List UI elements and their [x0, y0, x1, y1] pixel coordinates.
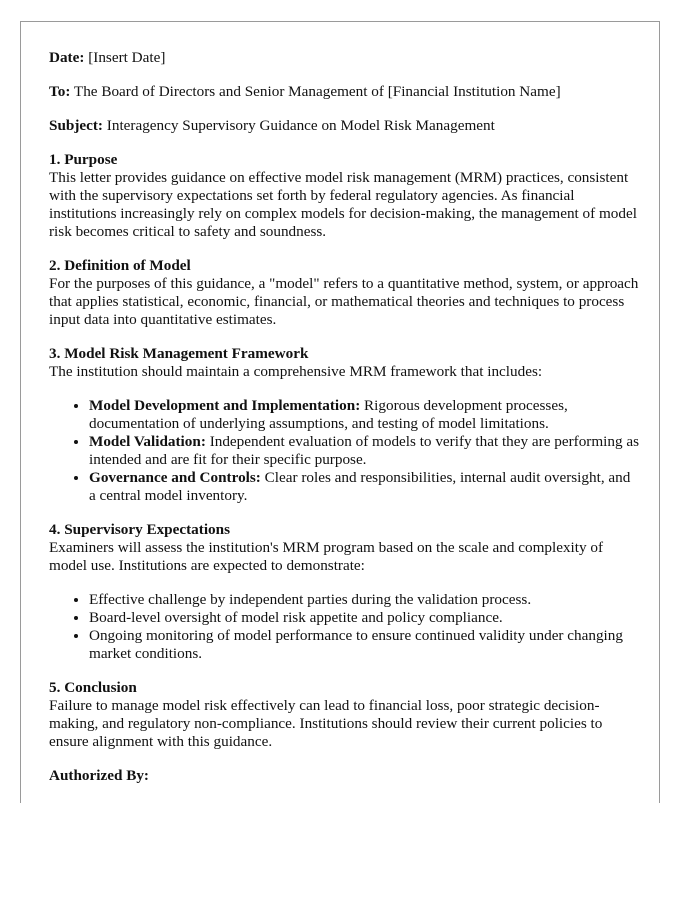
list-item-term: Governance and Controls: [89, 469, 261, 486]
list-item-text: Clear roles and responsibilities, internal audit oversight, and a central model inventory. [89, 469, 631, 504]
list-item [89, 433, 639, 469]
date-line [49, 49, 639, 67]
to-value: The Board of Directors and Senior Management of [Financial Institution Name] [73, 83, 561, 100]
section-framework [49, 345, 639, 505]
expectations-list [49, 591, 639, 663]
conclusion-body: Failure to manage model risk effectively can lead to financial loss, poor strategic decision-making, and regulatory non-compliance. Institutions should review their current policies to ensure alignment with this guidance. [49, 697, 603, 750]
framework-list [49, 397, 639, 505]
list-item [89, 397, 639, 433]
purpose-heading: 1. Purpose [49, 151, 118, 168]
letter-page [20, 21, 660, 803]
list-item-text: Rigorous development processes, documentation of underlying assumptions, and testing of model limitations. [89, 397, 568, 432]
section-expectations [49, 521, 639, 663]
section-purpose [49, 151, 639, 241]
list-item: • Ongoing monitoring of model performance to ensure continued validity under changing market conditions. [89, 627, 639, 663]
conclusion-heading: 5. Conclusion [49, 679, 137, 696]
expectations-heading: 4. Supervisory Expectations [49, 521, 230, 538]
list-item [89, 469, 639, 505]
list-item-term: Model Development and Implementation: [89, 397, 361, 414]
definition-heading: 2. Definition of Model [49, 257, 191, 274]
subject-line [49, 117, 639, 135]
to-line [49, 83, 639, 101]
section-conclusion [49, 679, 639, 751]
definition-body: For the purposes of this guidance, a "model" refers to a quantitative method, system, or approach that applies statistical, economic, financial, or mathematical theories and techniques to process input data into quantitative estimates. [49, 275, 639, 328]
letter-content [49, 49, 639, 785]
expectations-body: Examiners will assess the institution's MRM program based on the scale and complexity of model use. Institutions are expected to demonstrate: [49, 539, 604, 574]
purpose-body: This letter provides guidance on effective model risk management (MRM) practices, consistent with the supervisory expectations set forth by federal regulatory agencies. As financial institutions increasingly rely on complex models for decision-making, the management of model risk becomes critical to safety and soundness. [49, 169, 637, 240]
subject-label: Subject: [49, 117, 103, 134]
list-item: • Effective challenge by independent parties during the validation process. [89, 591, 639, 609]
section-definition [49, 257, 639, 329]
to-label: To: [49, 83, 71, 100]
date-label: Date: [49, 49, 85, 66]
framework-body: The institution should maintain a comprehensive MRM framework that includes: [49, 363, 543, 380]
date-value: [Insert Date] [88, 49, 166, 66]
list-item-term: Model Validation: [89, 433, 206, 450]
subject-value: Interagency Supervisory Guidance on Model Risk Management [106, 117, 495, 134]
list-item-text: Independent evaluation of models to verify that they are performing as intended and are fit for their specific purpose. [89, 433, 640, 468]
framework-heading: 3. Model Risk Management Framework [49, 345, 309, 362]
authorized-by-label: Authorized By: [49, 767, 149, 784]
list-item: • Board-level oversight of model risk appetite and policy compliance. [89, 609, 639, 627]
